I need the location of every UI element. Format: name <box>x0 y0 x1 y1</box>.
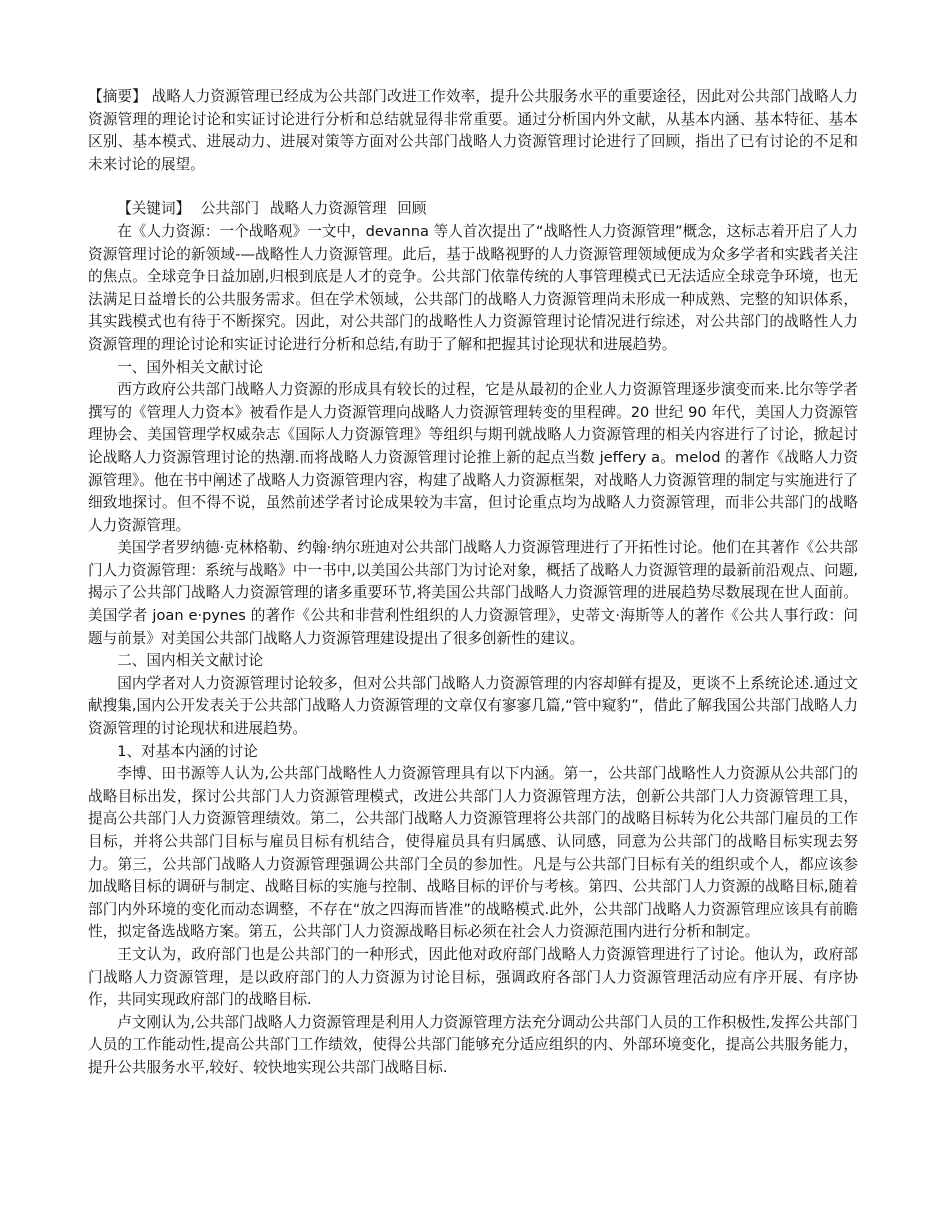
intro-paragraph: 在《人力资源：一个战略观》一文中，devanna 等人首次提出了“战略性人力资源管理”概念，这标志着开启了人力资源管理讨论的新领域-—战略性人力资源管理。此后，基于战略视野的人力资源管理领域便成为众多学者和实践者关注的焦点。全球竞争日益加剧,归根到底是人才的竞争。公共部门依靠传统的人事管理模式已无法适应全球竞争环境，也无法满足日益增长的公共服务需求。但在学术领域，公共部门的战略人力资源管理尚未形成一种成熟、完整的知识体系，其实践模式也有待于不断探究。因此，对公共部门的战略性人力资源管理讨论情况进行综述，对公共部门的战略性人力资源管理的理论讨论和实证讨论进行分析和总结,有助于了解和把握其讨论现状和进展趋势。 <box>88 222 858 353</box>
body-paragraph: 王文认为，政府部门也是公共部门的一种形式，因此他对政府部门战略人力资源管理进行了讨论。他认为，政府部门战略人力资源管理，是以政府部门的人力资源为讨论目标，强调政府各部门人力资源管理活动应有序开展、有序协作，共同实现政府部门的战略目标. <box>88 945 858 1009</box>
body-paragraph: 李博、田书源等人认为,公共部门战略性人力资源管理具有以下内涵。第一，公共部门战略性人力资源从公共部门的战略目标出发，探讨公共部门人力资源管理模式，改进公共部门人力资源管理方法，创新公共部门人力资源管理工具，提高公共部门人力资源管理绩效。第二，公共部门战略人力资源管理将公共部门的战略目标转为化公共部门雇员的工作目标，并将公共部门目标与雇员目标有机结合，使得雇员具有归属感、认同感，同意为公共部门的战略目标实现去努力。第三，公共部门战略人力资源管理强调公共部门全员的参加性。凡是与公共部门目标有关的组织或个人，都应该参加战略目标的调研与制定、战略目标的实施与控制、战略目标的评价与考核。第四、公共部门人力资源的战略目标,随着部门内外环境的变化而动态调整，不存在“放之四海而皆准”的战略模式.此外，公共部门战略人力资源管理应该具有前瞻性，拟定备选战略方案。第五，公共部门人力资源战略目标必须在社会人力资源范围内进行分析和制定。 <box>88 765 858 941</box>
body-paragraph: 西方政府公共部门战略人力资源的形成具有较长的过程，它是从最初的企业人力资源管理逐步演变而来.比尔等学者撰写的《管理人力资本》被看作是人力资源管理向战略人力资源管理转变的里程碑。20 世纪 90 年代，美国人力资源管理协会、美国管理学权威杂志《国际人力资源管理》等组织与期刊就战略人力资源管理的相关内容进行了讨论，掀起讨论战略人力资源管理讨论的热潮.而将战略人力资源管理讨论推上新的起点当数 jeffery a。melod 的著作《战略人力资源管理》。他在书中阐述了战略人力资源管理内容，构建了战略人力资源框架，对战略人力资源管理的制定与实施进行了细致地探讨。但不得不说，虽然前述学者讨论成果较为丰富，但讨论重点均为战略人力资源管理，而非公共部门的战略人力资源管理。 <box>88 381 858 534</box>
keywords <box>88 198 858 221</box>
keywords-label: 【关键词】 <box>117 200 191 218</box>
body-paragraph: 国内学者对人力资源管理讨论较多，但对公共部门战略人力资源管理的内容却鲜有提及，更谈不上系统论述.通过文献搜集,国内公开发表关于公共部门战略人力资源管理的文章仅有寥寥几篇,“管中窥豹”，借此了解我国公共部门战略人力资源管理的讨论现状和进展趋势。 <box>88 674 858 738</box>
section-heading: 二、国内相关文献讨论 <box>117 652 264 670</box>
section-heading: 一、国外相关文献讨论 <box>117 358 264 376</box>
abstract-label: 【摘要】 <box>88 88 147 105</box>
abstract-text: 战略人力资源管理已经成为公共部门改进工作效率，提升公共服务水平的重要途径，因此对公共部门战略人力资源管理的理论讨论和实证讨论进行分析和总结就显得非常重要。通过分析国内外文献，从基本内涵、基本特征、基本区别、基本模式、进展动力、进展对策等方面对公共部门战略人力资源管理讨论进行了回顾，指出了已有讨论的不足和未来讨论的展望。 <box>88 88 858 173</box>
body-paragraph: 美国学者罗纳德·克林格勒、约翰·纳尔班迪对公共部门战略人力资源管理进行了开拓性讨论。他们在其著作《公共部门人力资源管理：系统与战略》中一书中,以美国公共部门为讨论对象，概括了战略人力资源管理的最新前沿观点、问题,揭示了公共部门战略人力资源管理的诸多重要环节,将美国公共部门战略人力资源管理的进展趋势尽数展现在世人面前。美国学者 joan e·pynes 的著作《公共和非营利性组织的人力资源管理》，史蒂文·海斯等人的著作《公共人事行政：问题与前景》对美国公共部门战略人力资源管理建设提出了很多创新性的建议。 <box>88 539 858 647</box>
abstract <box>88 86 858 176</box>
document-page <box>88 86 858 1080</box>
keyword-item: 回顾 <box>397 200 427 218</box>
subsection-heading: 1、对基本内涵的讨论 <box>117 742 258 760</box>
keyword-item: 战略人力资源管理 <box>269 200 387 218</box>
keyword-item: 公共部门 <box>200 200 260 218</box>
body-paragraph: 卢文刚认为,公共部门战略人力资源管理是利用人力资源管理方法充分调动公共部门人员的工作积极性,发挥公共部门人员的工作能动性,提高公共部门工作绩效，使得公共部门能够充分适应组织的内、外部环境变化，提高公共服务能力，提升公共服务水平,较好、较快地实现公共部门战略目标. <box>88 1013 858 1076</box>
